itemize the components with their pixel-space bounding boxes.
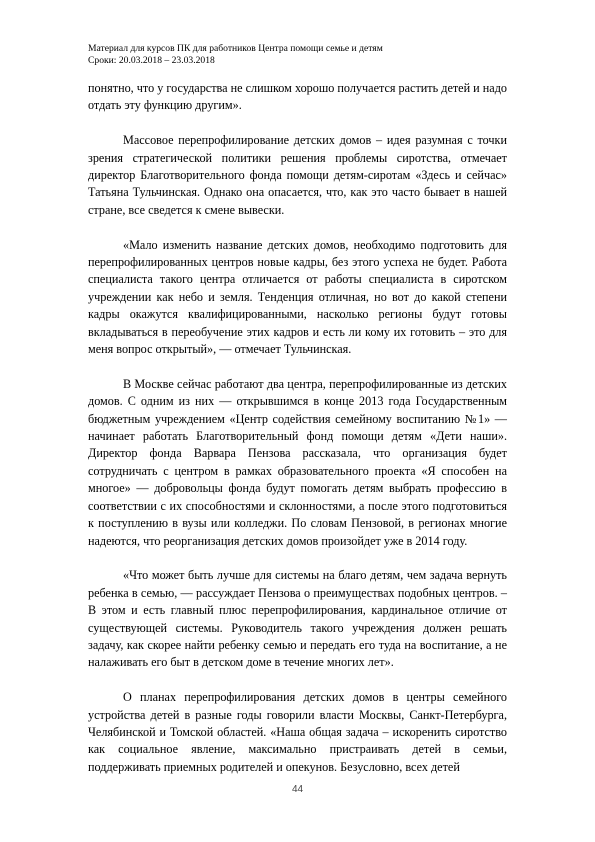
- paragraph-quote: «Что может быть лучше для системы на благо детям, чем задача вернуть ребенка в семью, — рассуждает Пензова о преимуществах подобных центров. – В этом и есть главный плюс перепрофилирования, кардинальное отличие от существующей системы. Руководитель такого учреждения должен решать задачу, как скорее найти ребенку семью и передать его туда на воспитание, а не налаживать его быт в детском доме в течение многих лет».: [88, 568, 507, 670]
- paragraph-continuation: понятно, что у государства не слишком хорошо получается растить детей и надо отдать эту функцию другим».: [88, 81, 507, 113]
- page-number: 44: [291, 784, 304, 795]
- document-header: [88, 43, 508, 67]
- header-course-title: Материал для курсов ПК для работников Центра помощи семье и детям: [88, 43, 383, 54]
- paragraph: О планах перепрофилирования детских домов в центры семейного устройства детей в разные годы говорили власти Москвы, Санкт-Петербурга, Челябинской и Томской областей. «Наша общая задача – искоренить сиротство как социальное явление, максимально пристраивать детей в семьи, поддерживать приемных родителей и опекунов. Безусловно, всех детей: [88, 690, 507, 774]
- paragraph: В Москве сейчас работают два центра, перепрофилированные из детских домов. С одним из них — открывшимся в конце 2013 года Государственным бюджетным учреждением «Центр содействия семейному воспитанию №1» — начинает работать Благотворительный фонд помощи детям «Дети наши». Директор фонда Варвара Пензова рассказала, что организация будет сотрудничать с центром в рамках образовательного проекта «Я способен на многое» — добровольцы фонда будут помогать детям выбрать профессию в соответствии с их способностями и склонностями, а после этого подготовиться к поступлению в вузы или колледжи. По словам Пензовой, в регионах многие надеются, что реорганизация детских домов произойдет уже в 2014 году.: [88, 376, 507, 548]
- paragraph-quote: «Мало изменить название детских домов, необходимо подготовить для перепрофилированных центров новые кадры, без этого успеха не будет. Работа специалиста такого центра отличается от работы специалиста в сиротском учреждении как небо и земля. Тенденция отличная, но вот до какой степени кадры окажутся квалифицированными, насколько регионы будут готовы вкладываться в переобучение этих кадров и есть ли кому их готовить – это для меня вопрос открытый», — отмечает Тульчинская.: [88, 237, 507, 357]
- header-course-dates: Сроки: 20.03.2018 – 23.03.2018: [88, 55, 215, 66]
- document-body: [88, 80, 507, 776]
- paragraph: Массовое перепрофилирование детских домов – идея разумная с точки зрения стратегической политики решения проблемы сиротства, отмечает директор Благотворительного фонда помощи детям-сиротам «Здесь и сейчас» Татьяна Тульчинская. Однако она опасается, что, как это часто бывает в нашей стране, все сведется к смене вывески.: [88, 133, 507, 217]
